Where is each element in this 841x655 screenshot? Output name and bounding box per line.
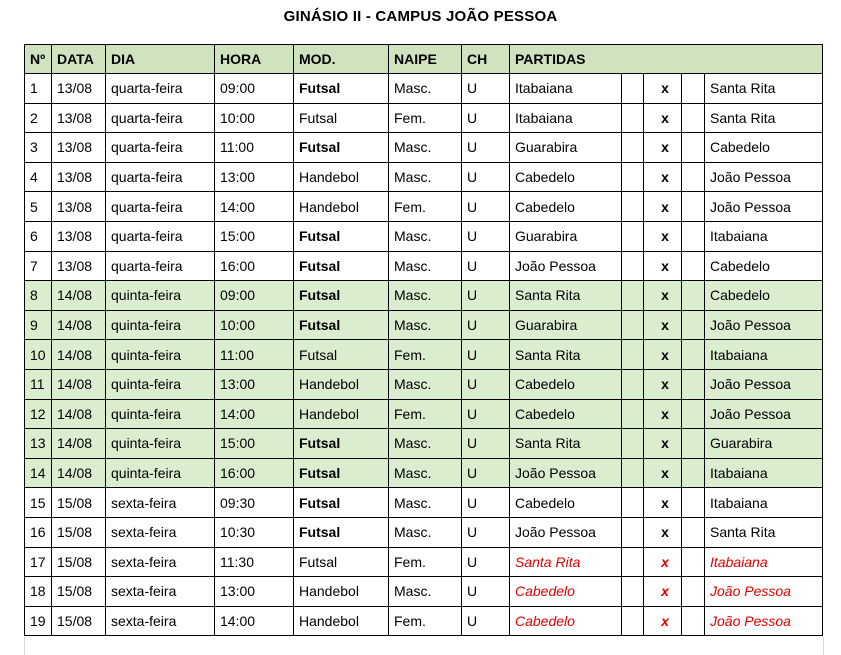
cell-versus: x (644, 281, 682, 311)
cell-gender: Masc. (389, 577, 462, 607)
cell-team-away: João Pessoa (705, 310, 823, 340)
cell-spacer (682, 221, 705, 251)
cell-date: 14/08 (52, 399, 106, 429)
cell-day: sexta-feira (106, 547, 215, 577)
cell-versus: x (644, 577, 682, 607)
cell-spacer (682, 577, 705, 607)
cell-versus: x (644, 547, 682, 577)
cell-team-away: Santa Rita (705, 103, 823, 133)
cell-team-away: Guarabira (705, 429, 823, 459)
cell-modality: Futsal (294, 547, 389, 577)
cell-time: 15:00 (215, 221, 294, 251)
cell-day: sexta-feira (106, 488, 215, 518)
cell-team-home: João Pessoa (510, 458, 622, 488)
cell-versus: x (644, 458, 682, 488)
table-row (25, 103, 823, 133)
cell-spacer (622, 310, 644, 340)
cell-num: 17 (25, 547, 52, 577)
cell-team-home: Itabaiana (510, 74, 622, 104)
cell-team-home: Guarabira (510, 221, 622, 251)
cell-day: quinta-feira (106, 281, 215, 311)
cell-spacer (682, 103, 705, 133)
cell-spacer (682, 133, 705, 163)
cell-ch: U (462, 429, 510, 459)
cell-ch: U (462, 192, 510, 222)
cell-spacer (682, 547, 705, 577)
cell-time: 14:00 (215, 606, 294, 636)
table-row (25, 517, 823, 547)
cell-time: 16:00 (215, 458, 294, 488)
cell-time: 10:00 (215, 310, 294, 340)
cell-modality: Futsal (294, 429, 389, 459)
table-row (25, 429, 823, 459)
cell-day: quarta-feira (106, 251, 215, 281)
cell-day: quarta-feira (106, 74, 215, 104)
cell-time: 09:00 (215, 281, 294, 311)
cell-num: 5 (25, 192, 52, 222)
cell-modality: Futsal (294, 310, 389, 340)
cell-ch: U (462, 310, 510, 340)
cell-spacer (622, 103, 644, 133)
cell-gender: Masc. (389, 310, 462, 340)
cell-team-home: Cabedelo (510, 606, 622, 636)
cell-time: 15:00 (215, 429, 294, 459)
cell-date: 15/08 (52, 547, 106, 577)
cell-team-home: Cabedelo (510, 369, 622, 399)
cell-time: 13:00 (215, 369, 294, 399)
cell-ch: U (462, 103, 510, 133)
cell-team-away: João Pessoa (705, 606, 823, 636)
cell-spacer (622, 547, 644, 577)
cell-gender: Fem. (389, 192, 462, 222)
cell-date: 14/08 (52, 458, 106, 488)
cell-team-home: Cabedelo (510, 192, 622, 222)
cell-day: quarta-feira (106, 221, 215, 251)
cell-spacer (682, 429, 705, 459)
cell-modality: Handebol (294, 577, 389, 607)
header-hora: HORA (215, 45, 294, 74)
cell-modality: Handebol (294, 369, 389, 399)
cell-spacer (622, 192, 644, 222)
cell-team-home: João Pessoa (510, 251, 622, 281)
cell-day: quinta-feira (106, 429, 215, 459)
cell-num: 2 (25, 103, 52, 133)
cell-modality: Futsal (294, 517, 389, 547)
cell-spacer (682, 162, 705, 192)
cell-spacer (622, 340, 644, 370)
cell-versus: x (644, 251, 682, 281)
cell-time: 16:00 (215, 251, 294, 281)
cell-time: 14:00 (215, 192, 294, 222)
cell-num: 1 (25, 74, 52, 104)
cell-gender: Masc. (389, 517, 462, 547)
cell-team-away: João Pessoa (705, 162, 823, 192)
header-dia: DIA (106, 45, 215, 74)
cell-team-away: Santa Rita (705, 74, 823, 104)
cell-date: 13/08 (52, 133, 106, 163)
table-row (25, 488, 823, 518)
cell-gender: Fem. (389, 547, 462, 577)
cell-team-home: Guarabira (510, 133, 622, 163)
table-row (25, 192, 823, 222)
cell-gender: Fem. (389, 606, 462, 636)
cell-modality: Futsal (294, 74, 389, 104)
cell-spacer (622, 399, 644, 429)
table-row (25, 547, 823, 577)
table-row (25, 310, 823, 340)
table-row (25, 458, 823, 488)
cell-spacer (682, 606, 705, 636)
cell-modality: Futsal (294, 251, 389, 281)
cell-date: 15/08 (52, 606, 106, 636)
table-bottom-edge (24, 637, 824, 655)
cell-num: 11 (25, 369, 52, 399)
table-row (25, 133, 823, 163)
cell-team-home: Santa Rita (510, 429, 622, 459)
cell-spacer (682, 251, 705, 281)
cell-modality: Futsal (294, 458, 389, 488)
header-data: DATA (52, 45, 106, 74)
cell-versus: x (644, 517, 682, 547)
cell-spacer (682, 281, 705, 311)
cell-gender: Masc. (389, 429, 462, 459)
cell-team-away: Itabaiana (705, 547, 823, 577)
cell-date: 14/08 (52, 429, 106, 459)
cell-day: quarta-feira (106, 192, 215, 222)
cell-date: 13/08 (52, 221, 106, 251)
cell-date: 13/08 (52, 192, 106, 222)
cell-time: 10:30 (215, 517, 294, 547)
cell-versus: x (644, 488, 682, 518)
cell-team-home: Guarabira (510, 310, 622, 340)
cell-team-home: Santa Rita (510, 340, 622, 370)
cell-ch: U (462, 517, 510, 547)
cell-spacer (682, 74, 705, 104)
cell-time: 11:30 (215, 547, 294, 577)
cell-team-away: Cabedelo (705, 281, 823, 311)
cell-date: 15/08 (52, 517, 106, 547)
cell-date: 15/08 (52, 488, 106, 518)
cell-versus: x (644, 429, 682, 459)
cell-spacer (682, 517, 705, 547)
cell-gender: Masc. (389, 488, 462, 518)
cell-day: sexta-feira (106, 517, 215, 547)
cell-versus: x (644, 369, 682, 399)
cell-day: quinta-feira (106, 369, 215, 399)
table-header-row (25, 45, 823, 74)
cell-num: 10 (25, 340, 52, 370)
cell-team-home: Cabedelo (510, 577, 622, 607)
cell-team-home: Santa Rita (510, 547, 622, 577)
cell-team-home: Santa Rita (510, 281, 622, 311)
cell-modality: Handebol (294, 606, 389, 636)
cell-spacer (622, 133, 644, 163)
cell-spacer (622, 162, 644, 192)
cell-modality: Futsal (294, 340, 389, 370)
cell-day: quinta-feira (106, 310, 215, 340)
cell-gender: Fem. (389, 103, 462, 133)
table-row (25, 251, 823, 281)
schedule-table (24, 44, 823, 636)
cell-time: 13:00 (215, 577, 294, 607)
cell-ch: U (462, 340, 510, 370)
cell-team-away: João Pessoa (705, 577, 823, 607)
cell-time: 11:00 (215, 133, 294, 163)
table-row (25, 74, 823, 104)
table-row (25, 606, 823, 636)
cell-gender: Masc. (389, 369, 462, 399)
cell-num: 6 (25, 221, 52, 251)
cell-gender: Fem. (389, 399, 462, 429)
cell-ch: U (462, 577, 510, 607)
cell-modality: Futsal (294, 488, 389, 518)
table-row (25, 399, 823, 429)
cell-spacer (622, 221, 644, 251)
cell-ch: U (462, 488, 510, 518)
header-naipe: NAIPE (389, 45, 462, 74)
cell-num: 3 (25, 133, 52, 163)
cell-time: 11:00 (215, 340, 294, 370)
cell-day: sexta-feira (106, 606, 215, 636)
cell-team-home: João Pessoa (510, 517, 622, 547)
cell-spacer (622, 458, 644, 488)
cell-modality: Handebol (294, 162, 389, 192)
table-row (25, 162, 823, 192)
cell-spacer (622, 488, 644, 518)
cell-modality: Futsal (294, 133, 389, 163)
cell-spacer (682, 192, 705, 222)
cell-num: 13 (25, 429, 52, 459)
cell-gender: Masc. (389, 251, 462, 281)
cell-num: 18 (25, 577, 52, 607)
cell-team-away: João Pessoa (705, 399, 823, 429)
cell-spacer (622, 74, 644, 104)
cell-day: sexta-feira (106, 577, 215, 607)
cell-num: 16 (25, 517, 52, 547)
cell-gender: Fem. (389, 340, 462, 370)
cell-date: 13/08 (52, 251, 106, 281)
cell-team-away: João Pessoa (705, 192, 823, 222)
cell-team-away: Itabaiana (705, 458, 823, 488)
cell-num: 4 (25, 162, 52, 192)
cell-time: 09:30 (215, 488, 294, 518)
cell-gender: Masc. (389, 458, 462, 488)
cell-ch: U (462, 606, 510, 636)
header-ch: CH (462, 45, 510, 74)
cell-time: 14:00 (215, 399, 294, 429)
cell-team-away: Itabaiana (705, 221, 823, 251)
cell-num: 12 (25, 399, 52, 429)
cell-spacer (682, 488, 705, 518)
cell-ch: U (462, 399, 510, 429)
cell-date: 14/08 (52, 281, 106, 311)
table-row (25, 221, 823, 251)
cell-ch: U (462, 162, 510, 192)
cell-date: 14/08 (52, 310, 106, 340)
cell-spacer (622, 281, 644, 311)
cell-date: 14/08 (52, 369, 106, 399)
cell-ch: U (462, 369, 510, 399)
cell-num: 14 (25, 458, 52, 488)
cell-num: 7 (25, 251, 52, 281)
cell-time: 09:00 (215, 74, 294, 104)
page-title: GINÁSIO II - CAMPUS JOÃO PESSOA (283, 8, 558, 25)
cell-versus: x (644, 74, 682, 104)
cell-day: quarta-feira (106, 133, 215, 163)
cell-date: 13/08 (52, 74, 106, 104)
cell-num: 8 (25, 281, 52, 311)
cell-date: 13/08 (52, 103, 106, 133)
header-partidas: PARTIDAS (510, 45, 823, 74)
cell-modality: Handebol (294, 192, 389, 222)
cell-versus: x (644, 162, 682, 192)
cell-ch: U (462, 458, 510, 488)
cell-gender: Masc. (389, 281, 462, 311)
cell-day: quinta-feira (106, 340, 215, 370)
cell-time: 10:00 (215, 103, 294, 133)
cell-day: quarta-feira (106, 162, 215, 192)
cell-time: 13:00 (215, 162, 294, 192)
cell-gender: Masc. (389, 221, 462, 251)
cell-versus: x (644, 133, 682, 163)
cell-spacer (682, 458, 705, 488)
table-row (25, 340, 823, 370)
cell-day: quarta-feira (106, 103, 215, 133)
cell-num: 19 (25, 606, 52, 636)
cell-spacer (622, 251, 644, 281)
cell-team-home: Cabedelo (510, 488, 622, 518)
cell-team-away: João Pessoa (705, 369, 823, 399)
cell-versus: x (644, 221, 682, 251)
cell-ch: U (462, 251, 510, 281)
header-mod: MOD. (294, 45, 389, 74)
cell-modality: Futsal (294, 103, 389, 133)
cell-team-away: Itabaiana (705, 340, 823, 370)
cell-num: 9 (25, 310, 52, 340)
cell-spacer (682, 310, 705, 340)
cell-modality: Futsal (294, 221, 389, 251)
cell-ch: U (462, 281, 510, 311)
cell-date: 14/08 (52, 340, 106, 370)
cell-spacer (622, 369, 644, 399)
cell-spacer (622, 429, 644, 459)
cell-ch: U (462, 547, 510, 577)
cell-gender: Masc. (389, 162, 462, 192)
cell-versus: x (644, 310, 682, 340)
table-row (25, 577, 823, 607)
table-row (25, 369, 823, 399)
cell-team-away: Cabedelo (705, 251, 823, 281)
cell-day: quinta-feira (106, 399, 215, 429)
cell-spacer (622, 517, 644, 547)
cell-ch: U (462, 221, 510, 251)
cell-date: 13/08 (52, 162, 106, 192)
cell-spacer (622, 577, 644, 607)
cell-versus: x (644, 192, 682, 222)
cell-modality: Futsal (294, 281, 389, 311)
header-num: Nº (25, 45, 52, 74)
cell-team-home: Itabaiana (510, 103, 622, 133)
cell-spacer (682, 399, 705, 429)
cell-versus: x (644, 103, 682, 133)
cell-num: 15 (25, 488, 52, 518)
cell-team-home: Cabedelo (510, 399, 622, 429)
cell-versus: x (644, 606, 682, 636)
cell-ch: U (462, 133, 510, 163)
cell-versus: x (644, 399, 682, 429)
cell-ch: U (462, 74, 510, 104)
cell-team-away: Itabaiana (705, 488, 823, 518)
cell-modality: Handebol (294, 399, 389, 429)
cell-date: 15/08 (52, 577, 106, 607)
cell-gender: Masc. (389, 74, 462, 104)
cell-gender: Masc. (389, 133, 462, 163)
cell-versus: x (644, 340, 682, 370)
cell-spacer (682, 340, 705, 370)
cell-spacer (682, 369, 705, 399)
cell-day: quinta-feira (106, 458, 215, 488)
cell-team-away: Santa Rita (705, 517, 823, 547)
cell-spacer (622, 606, 644, 636)
cell-team-away: Cabedelo (705, 133, 823, 163)
table-row (25, 281, 823, 311)
cell-team-home: Cabedelo (510, 162, 622, 192)
